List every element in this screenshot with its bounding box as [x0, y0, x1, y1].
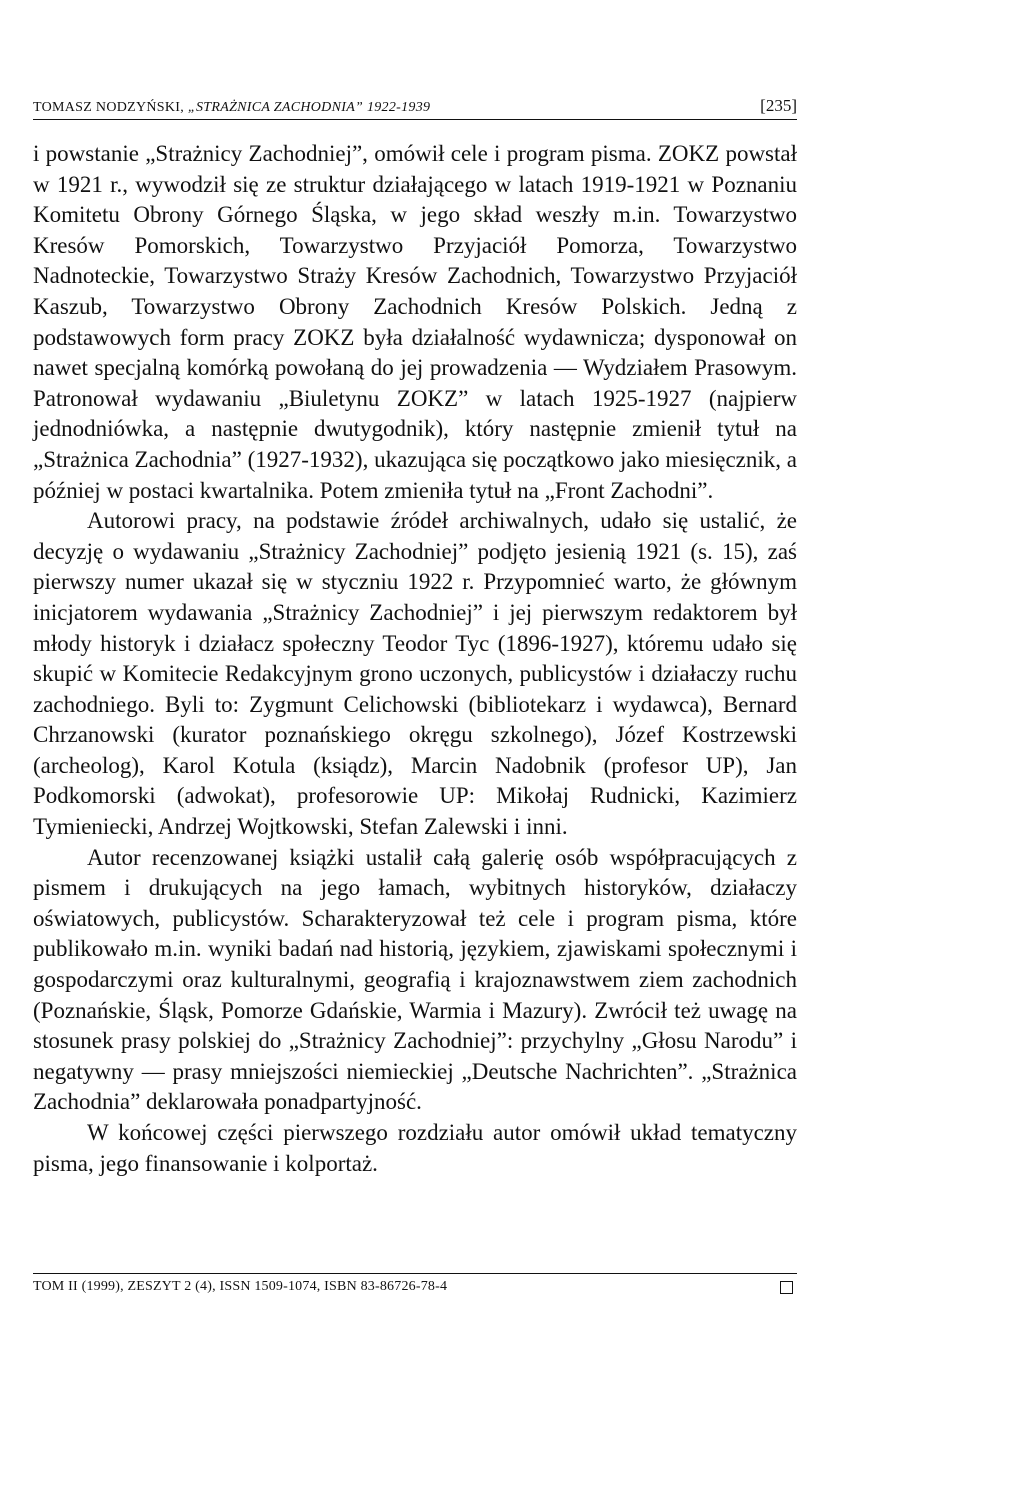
article-body	[33, 139, 797, 1179]
running-head-title	[33, 100, 430, 116]
paragraph-1: i powstanie „Strażnicy Zachodniej”, omówił cele i program pisma. ZOKZ powstał w 1921 r., wywodził się ze struktur działającego w latach 1919-1921 w Poznaniu Komitetu Obrony Górnego Śląska, w jego skład weszły m.in. Towarzystwo Kresów Pomorskich, Towarzystwo Przyjaciół Pomorza, Towarzystwo Nadnoteckie, Towarzystwo Straży Kresów Zachodnich, Towarzystwo Przyjaciół Kaszub, Towarzystwo Obrony Zachodnich Kresów Polskich. Jedną z podstawowych form pracy ZOKZ była działalność wydawnicza; dysponował on nawet specjalną komórką powołaną do jej prowadzenia — Wydziałem Prasowym. Patronował wydawaniu „Biuletynu ZOKZ” w latach 1925-1927 (najpierw jednodniówka, a następnie dwutygodnik), który następnie zmienił tytuł na „Strażnica Zachodnia” (1927-1932), ukazująca się początkowo jako miesięcznik, a później w postaci kwartalnika. Potem zmieniła tytuł na „Front Zachodni”.	[33, 141, 797, 503]
page-number: [235]	[760, 96, 797, 115]
running-head-years: 1922-1939	[366, 100, 431, 115]
page-footer	[33, 1273, 797, 1295]
running-head	[33, 92, 797, 120]
footer-citation: TOM II (1999), ZESZYT 2 (4), ISSN 1509-1074, ISBN 83-86726-78-4	[33, 1279, 448, 1294]
end-square-icon	[780, 1281, 793, 1294]
paragraph-4: W końcowej części pierwszego rozdziału autor omówił układ tematyczny pisma, jego finansowanie i kolportaż.	[33, 1120, 797, 1176]
paragraph-2: Autorowi pracy, na podstawie źródeł archiwalnych, udało się ustalić, że decyzję o wydawaniu „Strażnicy Zachodniej” podjęto jesienią 1921 (s. 15), zaś pierwszy numer ukazał się w styczniu 1922 r. Przypomnieć warto, że głównym inicjatorem wydawania „Strażnicy Zachodniej” i jej pierwszym redaktorem był młody historyk i działacz społeczny Teodor Tyc (1896-1927), któremu udało się skupić w Komitecie Redakcyjnym grono uczonych, publicystów i działaczy ruchu zachodniego. Byli to: Zygmunt Celichowski (bibliotekarz i wydawca), Bernard Chrzanowski (kurator poznańskiego okręgu szkolnego), Józef Kostrzewski (archeolog), Karol Kotula (ksiądz), Marcin Nadobnik (profesor UP), Jan Podkomorski (adwokat), profesorowie UP: Mikołaj Rudnicki, Kazimierz Tymieniecki, Andrzej Wojtkowski, Stefan Zalewski i inni.	[33, 508, 797, 840]
running-head-author: TOMASZ NODZYŃSKI,	[33, 100, 185, 115]
running-head-journal-title: „STRAŻNICA ZACHODNIA”	[187, 100, 364, 115]
paragraph-3: Autor recenzowanej książki ustalił całą galerię osób współpracujących z pismem i drukujących na jego łamach, wybitnych historyków, działaczy oświatowych, publicystów. Scharakteryzował też cele i program pisma, które publikowało m.in. wyniki badań nad historią, językiem, zjawiskami społecznymi i gospodarczymi oraz kulturalnymi, geografią i krajoznawstwem ziem zachodnich (Poznańskie, Śląsk, Pomorze Gdańskie, Warmia i Mazury). Zwrócił też uwagę na stosunek prasy polskiej do „Strażnicy Zachodniej”: przychylny „Głosu Narodu” i negatywny — prasy mniejszości niemieckiej „Deutsche Nachrichten”. „Strażnica Zachodnia” deklarowała ponadpartyjność.	[33, 844, 797, 1115]
